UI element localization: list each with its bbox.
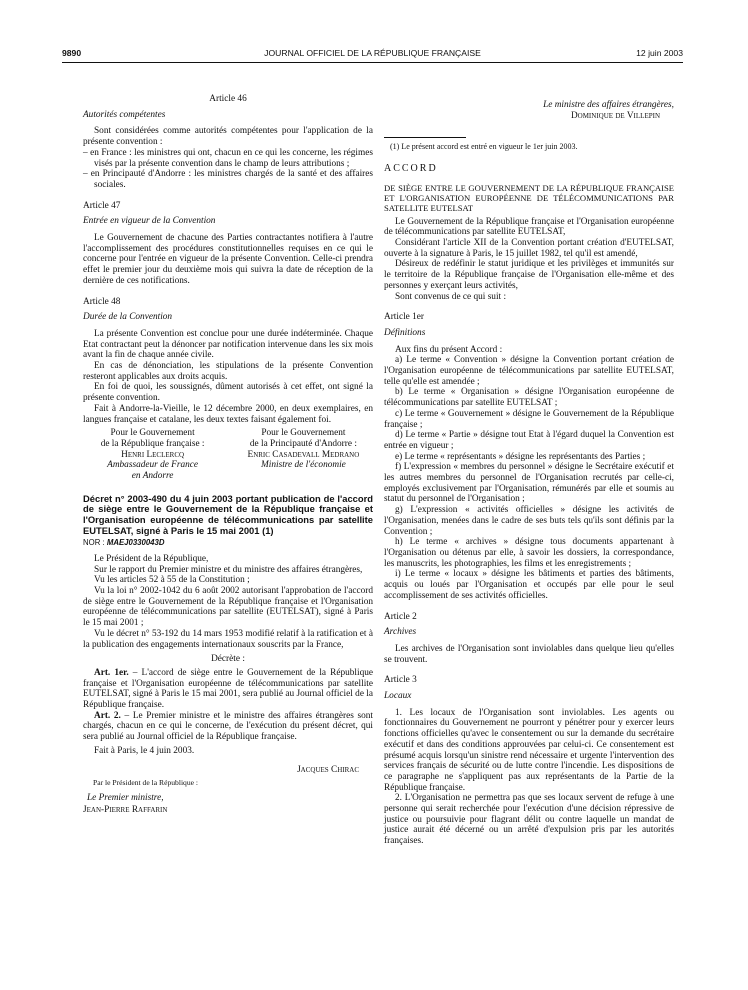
article-48-subtitle: Durée de la Convention bbox=[83, 312, 173, 323]
signature-france bbox=[83, 428, 222, 482]
header-rule bbox=[62, 62, 683, 63]
paragraph: Les archives de l'Organisation sont inviolables dans quelque lieu qu'elles se trouvent. bbox=[384, 643, 674, 665]
signatory-name: Henri Leclercq bbox=[121, 449, 185, 460]
footnote-rule bbox=[384, 137, 466, 138]
definition-item: f) L'expression « membres du personnel » désigne le Secrétaire exécutif et les autres membres du personnel de l'Organisation recrutés par celle-ci, employés exclusivement par l'Organisation, rémunérés par elle et soumis au statut du personnel de l'Organisation ; bbox=[384, 462, 674, 505]
article-47-subtitle: Entrée en vigueur de la Convention bbox=[83, 216, 216, 227]
pm-title: Le Premier ministre, bbox=[87, 792, 164, 803]
definition-item: c) Le terme « Gouvernement » désigne le Gouvernement de la République française ; bbox=[384, 408, 674, 430]
paragraph: Considérant l'article XII de la Convention portant création d'EUTELSAT, ouverte à la signature à Paris, le 15 juillet 1982, tel qu'il est amendé, bbox=[384, 238, 674, 259]
right-column bbox=[384, 94, 674, 847]
signatory-role: Ministre de l'économie bbox=[261, 460, 346, 471]
list-item: – en Principauté d'Andorre : les ministres chargés de la santé et des affaires sociales. bbox=[83, 169, 373, 190]
paragraph: En foi de quoi, les soussignés, dûment autorisés à cet effet, ont signé la présente convention. bbox=[83, 382, 373, 404]
paragraph: Vu la loi n° 2002-1042 du 6 août 2002 autorisant l'approbation de l'accord de siège entre le Gouvernement de la République française et l'Organisation européenne de télécommunications par satellite (EUTELSAT), signé à Paris le 15 mai 2001 ; bbox=[83, 585, 373, 629]
left-column bbox=[83, 94, 373, 815]
definition-item: g) L'expression « activités officielles » désigne les activités de l'Organisation, menées dans le cadre de ses buts tels qu'ils sont définis par la Convention ; bbox=[384, 505, 674, 537]
article-46-title: Article 46 bbox=[209, 94, 247, 104]
minister-name: Dominique de Villepin bbox=[570, 110, 660, 121]
paragraph: Vu les articles 52 à 55 de la Constitution ; bbox=[94, 575, 250, 586]
article-3-title: Article 3 bbox=[384, 675, 417, 686]
paragraph: Le Gouvernement de chacune des Parties contractantes notifiera à l'autre l'accomplissement des procédures constitutionnelles requises en ce qui le concerne pour l'entrée en vigueur de la présente Convention. Celle-ci prendra effet le premier jour du deuxième mois qui suivra la date de réception de la dernière de ces notifications. bbox=[83, 233, 373, 286]
signature-line: Pour le Gouvernement bbox=[110, 428, 195, 439]
paragraph: Sont considérées comme autorités compétentes pour l'application de la présente convention : bbox=[83, 126, 373, 148]
definition-item: i) Le terme « locaux » désigne les bâtiments et parties des bâtiments, acquis ou loués par l'Organisation et occupés par elle pour le seul accomplissement de ses activités officielles. bbox=[384, 569, 674, 601]
article-2-title: Article 2 bbox=[384, 611, 417, 622]
page-number: 9890 bbox=[62, 48, 82, 58]
journal-title: JOURNAL OFFICIEL DE LA RÉPUBLIQUE FRANÇAISE bbox=[264, 48, 481, 58]
decrete-label: Décrète : bbox=[211, 654, 245, 665]
paragraph: La présente Convention est conclue pour une durée indéterminée. Chaque Etat contractant peut la dénoncer par notification intervenue dans les six mois avant la fin de chaque année civile. bbox=[83, 328, 373, 361]
list-item: – en France : les ministres qui ont, chacun en ce qui les concerne, les régimes visés par la présente convention dans le champ de leurs attributions ; bbox=[83, 147, 373, 169]
article-46-subtitle: Autorités compétentes bbox=[83, 109, 166, 120]
decree-article-1 bbox=[83, 668, 373, 711]
page-header bbox=[62, 48, 683, 62]
article-47-title: Article 47 bbox=[83, 200, 121, 211]
article-3-subtitle: Locaux bbox=[384, 691, 412, 702]
article-48-title: Article 48 bbox=[83, 296, 121, 307]
paragraph: 2. L'Organisation ne permettra pas que ses locaux servent de refuge à une personne qui serait recherchée pour l'exécution d'une décision répressive de justice ou poursuivie pour flagrant délit ou contre laquelle un mandat de justice aurait été décerné ou un arrêté d'expulsion pris par les autorités françaises. bbox=[384, 793, 674, 847]
by-president: Par le Président de la République : bbox=[93, 778, 199, 788]
paragraph: En cas de dénonciation, les stipulations de la présente Convention resteront applicables aux droits acquis. bbox=[83, 361, 373, 382]
article-label: Art. 1er. bbox=[94, 667, 129, 678]
president-signature: Jacques Chirac bbox=[297, 764, 359, 775]
article-text: – Le Premier ministre et le ministre des affaires étrangères sont chargés, chacun en ce qui le concerne, de l'exécution du présent décret, qui sera publié au Journal officiel de la République française. bbox=[83, 710, 374, 743]
paragraph: Fait à Andorre-la-Vieille, le 12 décembre 2000, en deux exemplaires, en langues française et catalane, les deux textes faisant également foi. bbox=[83, 403, 373, 425]
minister-title: Le ministre des affaires étrangères, bbox=[543, 100, 674, 110]
paragraph: Sur le rapport du Premier ministre et du ministre des affaires étrangères, bbox=[94, 564, 363, 575]
footnote: (1) Le présent accord est entré en vigueur le 1er juin 2003. bbox=[390, 142, 578, 152]
paragraph: Aux fins du présent Accord : bbox=[395, 344, 503, 355]
nor-reference bbox=[83, 538, 373, 549]
paragraph: Le Gouvernement de la République française et l'Organisation européenne de télécommunications par satellite EUTELSAT, bbox=[384, 216, 674, 238]
definition-item: h) Le terme « archives » désigne tous documents appartenant à l'Organisation ou détenus par elle, à savoir les dossiers, la correspondance, les manuscrits, les photographies, les films et les enregistrements ; bbox=[384, 537, 674, 569]
definition-item: e) Le terme « représentants » désigne les représentants des Parties ; bbox=[395, 451, 646, 462]
article-label: Art. 2. bbox=[94, 710, 121, 721]
article-1-subtitle: Définitions bbox=[384, 327, 426, 338]
decree-article-2 bbox=[83, 711, 373, 743]
signature-andorra bbox=[234, 428, 373, 482]
place-date: Fait à Paris, le 4 juin 2003. bbox=[94, 745, 195, 756]
signature-block bbox=[83, 428, 373, 482]
accord-heading: ACCORD bbox=[384, 162, 438, 174]
signature-line: Pour le Gouvernement bbox=[261, 428, 346, 439]
decree-title: Décret n° 2003-490 du 4 juin 2003 portant publication de l'accord de siège entre le Gouvernement de la République française et l'Organisation européenne de télécommunications par satellite EUTELSAT, signé à Paris le 15 mai 2001 (1) bbox=[83, 492, 373, 536]
paragraph: Sont convenus de ce qui suit : bbox=[395, 291, 507, 302]
signature-line: de la République française : bbox=[100, 438, 205, 449]
nor-code: MAEJ0330043D bbox=[106, 538, 165, 548]
signatory-name: Enric Casadevall Medrano bbox=[247, 449, 360, 460]
paragraph: Vu le décret n° 53-192 du 14 mars 1953 modifié relatif à la ratification et à la publication des engagements internationaux souscrits par la France, bbox=[83, 628, 373, 650]
signatory-role: en Andorre bbox=[131, 471, 174, 482]
nor-label: NOR : bbox=[83, 538, 105, 548]
signatory-role: Ambassadeur de France bbox=[107, 460, 199, 471]
definition-item: a) Le terme « Convention » désigne la Convention portant création de l'Organisation européenne de télécommunications par satellite EUTELSAT, telle qu'elle est amendée ; bbox=[384, 355, 674, 387]
article-1-title: Article 1er bbox=[384, 312, 425, 323]
accord-title: DE SIÈGE ENTRE LE GOUVERNEMENT DE LA RÉPUBLIQUE FRANÇAISE ET L'ORGANISATION EUROPÉENNE DE TÉLÉCOMMUNICATIONS PAR SATELLITE EUTELSAT bbox=[384, 182, 674, 213]
pm-name: Jean-Pierre Raffarin bbox=[83, 804, 168, 815]
definition-item: b) Le terme « Organisation » désigne l'Organisation européenne de télécommunications par satellite EUTELSAT ; bbox=[384, 387, 674, 409]
definition-item: d) Le terme « Partie » désigne tout Etat à l'égard duquel la Convention est entrée en vigueur ; bbox=[384, 430, 674, 451]
paragraph: Le Président de la République, bbox=[94, 553, 209, 564]
paragraph: Désireux de redéfinir le statut juridique et les privilèges et immunités sur le territoire de la République française de l'Organisation elle-même et des personnes y exerçant leurs activités, bbox=[384, 259, 674, 291]
article-2-subtitle: Archives bbox=[384, 627, 417, 638]
paragraph: 1. Les locaux de l'Organisation sont inviolables. Les agents ou fonctionnaires du Gouvernement ne pourront y pénétrer pour y exercer leurs fonctions officielles qu'avec le consentement ou sur la demande du secrétaire exécutif et dans des conditions approuvées par celui-ci. Ce consentement est présumé acquis lorsqu'un sinistre rend nécessaire et urgente l'intervention des services français de sécurité ou de lutte contre l'incendie. Les dispositions de ce paragraphe ne s'appliquent pas aux représentants de la Partie de la République française. bbox=[384, 707, 674, 793]
signature-line: de la Principauté d'Andorre : bbox=[249, 438, 357, 449]
article-text: – L'accord de siège entre le Gouvernement de la République française et l'Organisation européenne de télécommunications par satellite EUTELSAT, signé à Paris le 15 mai 2001, sera publié au Journal officiel de la République française. bbox=[83, 667, 373, 711]
issue-date: 12 juin 2003 bbox=[636, 48, 683, 58]
